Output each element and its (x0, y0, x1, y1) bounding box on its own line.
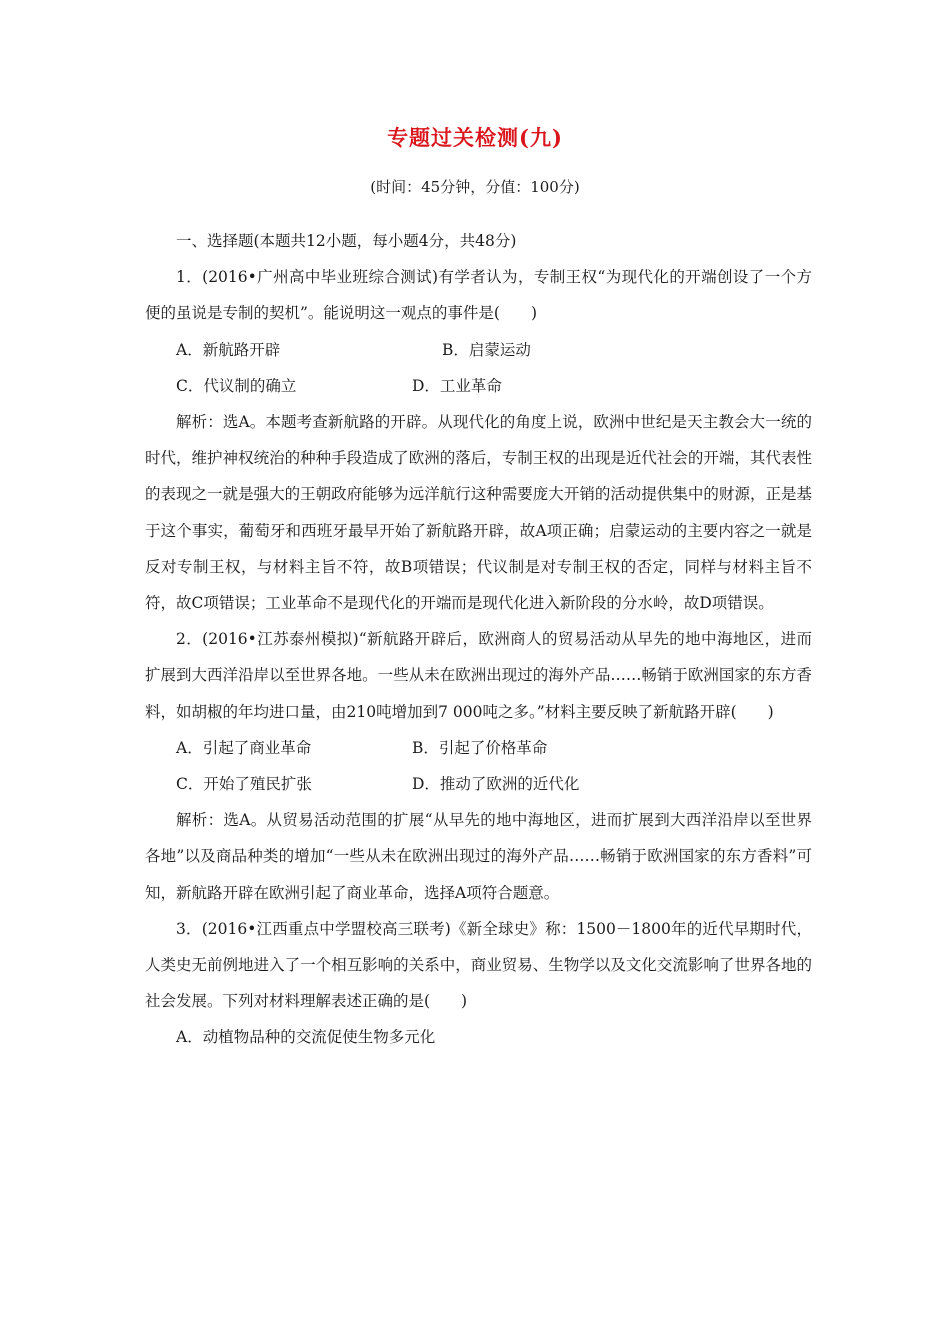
question-3-option-a: A．动植物品种的交流促使生物多元化 (176, 1028, 436, 1047)
exam-time-score: (时间：45分钟，分值：100分) (370, 178, 580, 196)
question-2-analysis: 解析：选A。从贸易活动范围的扩展“从早先的地中海地区，进而扩展到大西洋沿岸以至世界各地”以及商品种类的增加“一些从未在欧洲出现过的海外产品……畅销于欧洲国家的东方香料”可知，新航路开辟在欧洲引起了商业革命，选择A项符合题意。 (145, 811, 812, 902)
question-2-options-row-1 (145, 730, 812, 766)
page-title: 专题过关检测(九) (387, 125, 563, 150)
question-1-options-row-2 (145, 368, 812, 404)
question-1-option-a: A．新航路开辟 (176, 340, 281, 359)
question-2-options-row-2 (145, 766, 812, 802)
question-2-option-a: A．引起了商业革命 (176, 738, 312, 757)
question-1-option-d: D．工业革命 (412, 376, 502, 395)
question-2-option-b: B．引起了价格革命 (412, 738, 548, 757)
question-3-options-row-1 (145, 1019, 812, 1055)
question-1-option-b: B．启蒙运动 (442, 340, 531, 359)
document-body (145, 223, 812, 1056)
question-1-option-c: C．代议制的确立 (176, 376, 297, 395)
question-1-options-row-1 (145, 332, 812, 368)
question-1-stem: 1．(2016•广州高中毕业班综合测试)有学者认为，专制王权“为现代化的开端创设了一个方便的虽说是专制的契机”。能说明这一观点的事件是( ) (145, 268, 812, 323)
question-2-option-c: C．开始了殖民扩张 (176, 775, 312, 793)
section-heading: 一、选择题(本题共12小题，每小题4分，共48分) (176, 232, 517, 250)
question-2-stem: 2．(2016•江苏泰州模拟)“新航路开辟后，欧洲商人的贸易活动从早先的地中海地区，进而扩展到大西洋沿岸以至世界各地。一些从未在欧洲出现过的海外产品……畅销于欧洲国家的东方香料，如胡椒的年均进口量，由210吨增加到7 000吨之多。”材料主要反映了新航路开辟( ) (145, 630, 812, 721)
question-1-analysis: 解析：选A。本题考查新航路的开辟。从现代化的角度上说，欧洲中世纪是天主教会大一统的时代，维护神权统治的种种手段造成了欧洲的落后，专制王权的出现是近代社会的开端，其代表性的表现之一就是强大的王朝政府能够为远洋航行这种需要庞大开销的活动提供集中的财源，正是基于这个事实，葡萄牙和西班牙最早开始了新航路开辟，故A项正确；启蒙运动的主要内容之一就是反对专制王权，与材料主旨不符，故B项错误；代议制是对专制王权的否定，同样与材料主旨不符，故C项错误；工业革命不是现代化的开端而是现代化进入新阶段的分水岭，故D项错误。 (145, 412, 812, 612)
question-2-option-d: D．推动了欧洲的近代化 (412, 775, 580, 793)
question-3-stem: 3．(2016•江西重点中学盟校高三联考)《新全球史》称：1500－1800年的近代早期时代，人类史无前例地进入了一个相互影响的关系中，商业贸易、生物学以及文化交流影响了世界各地的社会发展。下列对材料理解表述正确的是( ) (145, 919, 812, 1011)
